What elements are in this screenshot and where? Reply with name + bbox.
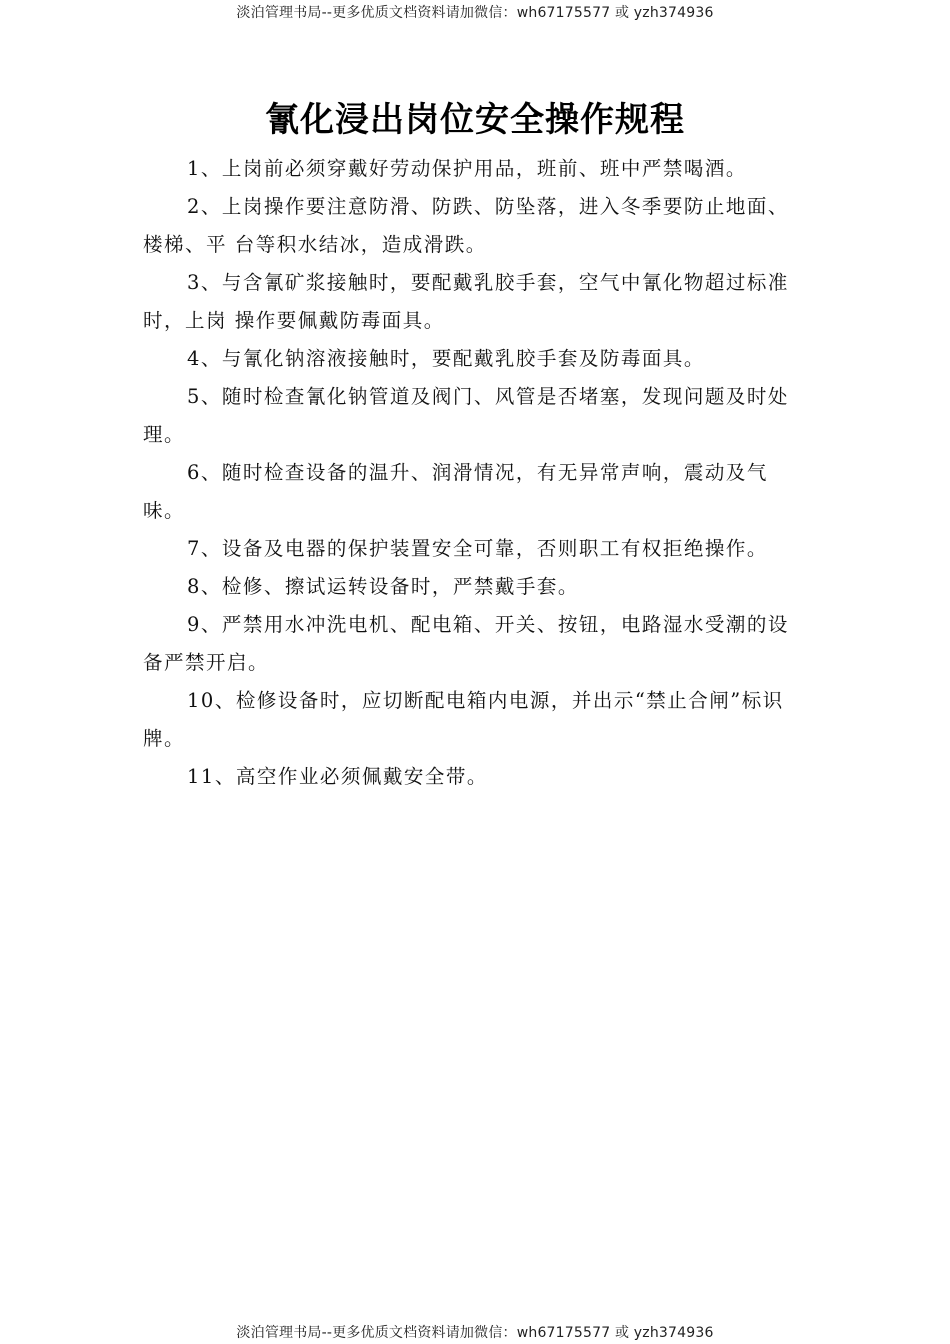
rule-item: 11、高空作业必须佩戴安全带。	[187, 765, 488, 788]
rule-item: 9、严禁用水冲洗电机、配电箱、开关、按钮，电路湿水受潮的设备严禁开启。	[143, 613, 789, 674]
footer-banner: 淡泊管理书局--更多优质文档资料请加微信：wh67175577 或 yzh374936	[236, 1325, 714, 1341]
rules-list	[143, 150, 808, 796]
rule-item: 8、检修、擦试运转设备时，严禁戴手套。	[187, 575, 579, 598]
rule-item: 1、上岗前必须穿戴好劳动保护用品，班前、班中严禁喝酒。	[187, 157, 747, 180]
rule-item: 10、检修设备时，应切断配电箱内电源，并出示“禁止合闸”标识牌。	[143, 689, 784, 750]
rule-item: 4、与氰化钠溶液接触时，要配戴乳胶手套及防毒面具。	[187, 347, 705, 370]
page-title: 氰化浸出岗位安全操作规程	[265, 100, 685, 140]
rule-item: 5、随时检查氰化钠管道及阀门、风管是否堵塞，发现问题及时处理。	[143, 385, 789, 446]
rule-item: 7、设备及电器的保护装置安全可靠，否则职工有权拒绝操作。	[187, 537, 768, 560]
header-banner: 淡泊管理书局--更多优质文档资料请加微信：wh67175577 或 yzh374936	[236, 5, 714, 21]
rule-item: 6、随时检查设备的温升、润滑情况，有无异常声响，震动及气味。	[143, 461, 768, 522]
rule-item: 2、上岗操作要注意防滑、防跌、防坠落，进入冬季要防止地面、楼梯、平 台等积水结冰，造成滑跌。	[143, 195, 789, 256]
rule-item: 3、与含氰矿浆接触时，要配戴乳胶手套，空气中氰化物超过标准时，上岗 操作要佩戴防毒面具。	[143, 271, 789, 332]
